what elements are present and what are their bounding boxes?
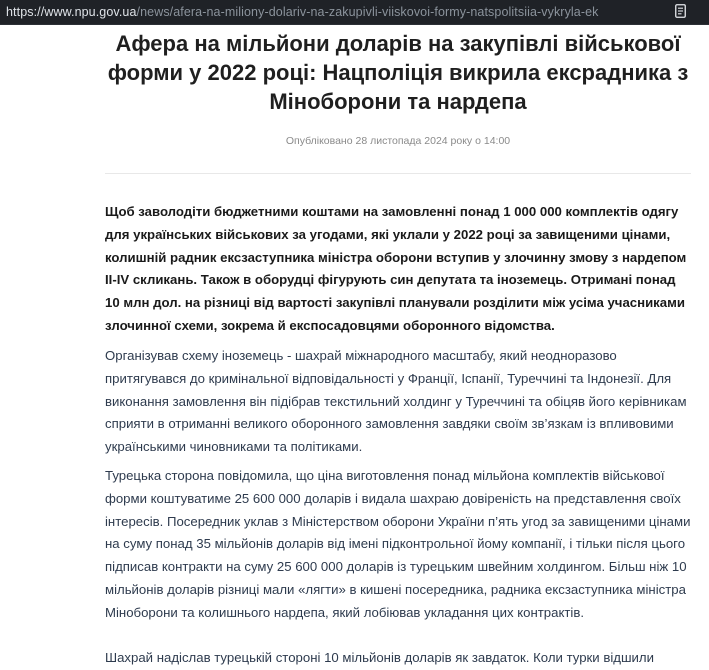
divider [105,173,691,174]
url-path: /news/afera-na-miliony-dolariv-na-zakupivli-viiskovoi-formy-natspolitsiia-vykryla-ek [136,5,599,19]
article [105,24,691,667]
publish-date: Опубліковано 28 листопада 2024 року о 14:00 [285,135,511,147]
browser-url-bar[interactable] [0,0,709,25]
article-paragraph: Шахрай надіслав турецькій стороні 10 мільйонів доларів як завдаток. Коли турки відшили [105,650,654,665]
article-lead: Щоб заволодіти бюджетними коштами на замовленні понад 1 000 000 комплектів одягу для українських військових за угодами, які уклали у 2022 році за завищеними цінами, колишній радник ексзаступника міністра оборони вступив у злочинну змову з нардепом ІІ-ІV скликань. Також в оборудці фігурують син депутата та іноземець. Отримані понад 10 млн дол. на різниці від вартості закупівлі планували розділити між усіма учасниками злочинної схеми, зокрема й експосадовцями оборонного відомства. [105,204,687,333]
article-paragraph: Турецька сторона повідомила, що ціна виготовлення понад мільйона комплектів військової форми коштуватиме 25 600 000 доларів і видала шахраю довіреність на представлення своїх інтересів. Посередник уклав з Міністерством оборони України п’ять угод за завищеними цінами на суму понад 35 мільйонів доларів від імені підконтрольної йому компанії, і тільки після цього підписав контракти на суму 25 600 000 доларів із турецьким швейним холдингом. Більш ніж 10 мільйонів доларів різниці мали «лягти» в кишені посередника, радника ексзаступника міністра Міноборони та колишнього нардепа, який лобіював укладання цих контрактів. [105,468,691,620]
reader-mode-icon[interactable] [675,4,686,18]
url-domain: https://www.npu.gov.ua [6,5,137,19]
article-paragraph: Організував схему іноземець - шахрай міжнародного масштабу, який неодноразово притягувався до кримінальної відповідальності у Франції, Іспанії, Туреччині та Індонезії. Для виконання замовлення він підібрав текстильний холдинг у Туреччині та обіцяв його керівникам сприяти в отриманні великого оборонного замовлення завдяки своїм зв’язкам із впливовими українськими чиновниками та політиками. [105,348,687,455]
url-text[interactable] [6,4,666,20]
article-title: Афера на мільйони доларів на закупівлі військової форми у 2022 році: Нацполіція викрила ексрадника з Міноборони та нардепа [107,31,689,114]
